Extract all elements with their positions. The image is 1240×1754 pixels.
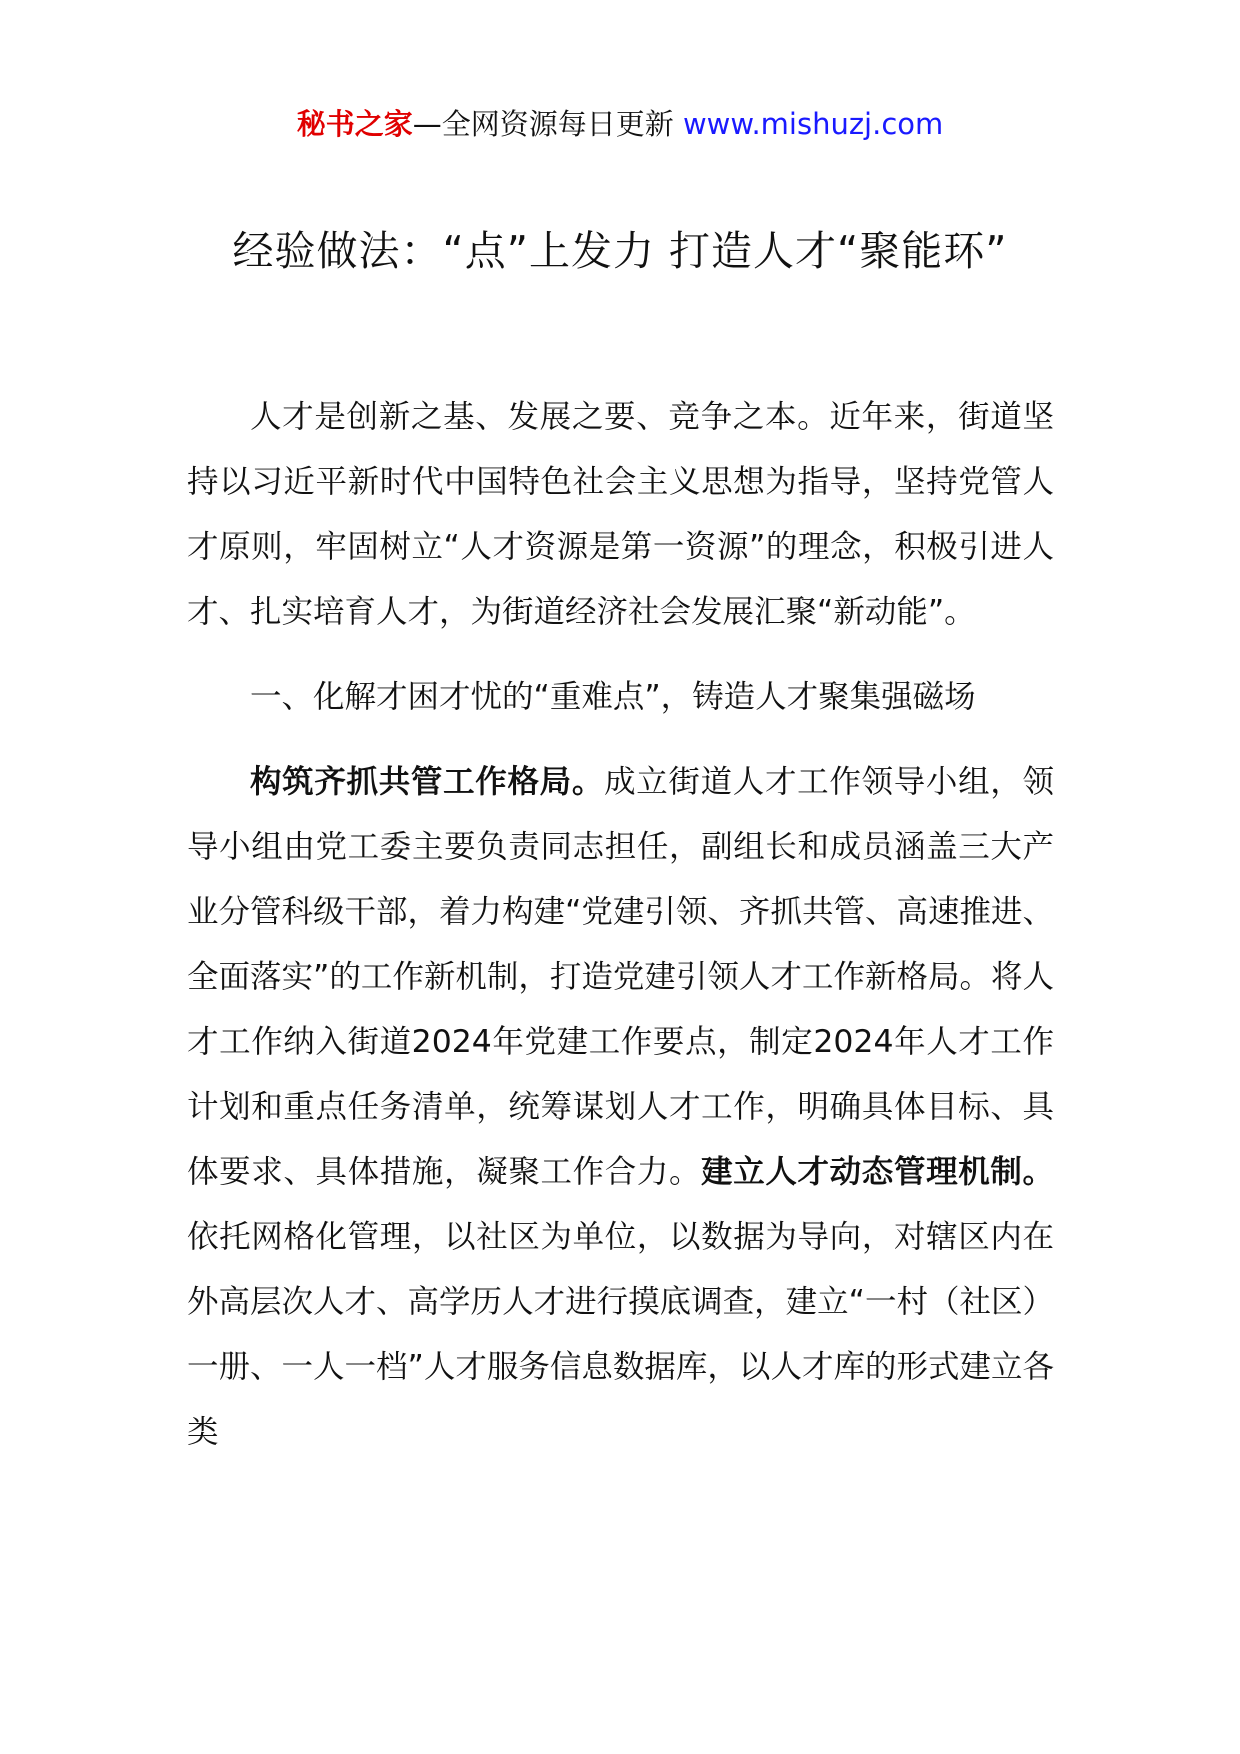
site-brand: 秘书之家 <box>296 107 413 141</box>
document-body <box>187 385 1054 1465</box>
paragraph-text: 依托网格化管理，以社区为单位，以数据为导向，对辖区内在外高层次人才、高学历人才进行摸底调查，建立“一村（社区）一册、一人一档”人才服务信息数据库，以人才库的形式建立各类 <box>187 1219 1054 1450</box>
paragraph-text: 成立街道人才工作领导小组，领导小组由党工委主要负责同志担任，副组长和成员涵盖三大产业分管科级干部，着力构建“党建引领、齐抓共管、高速推进、全面落实”的工作新机制，打造党建引领人才工作新格局。将人才工作纳入街道2024年党建工作要点，制定2024年人才工作计划和重点任务清单，统筹谋划人才工作，明确具体目标、具体要求、具体措施，凝聚工作合力。 <box>187 764 1054 1190</box>
bold-lead-phrase: 建立人才动态管理机制。 <box>701 1154 1054 1190</box>
intro-paragraph: 人才是创新之基、发展之要、竞争之本。近年来，街道坚持以习近平新时代中国特色社会主义思想为指导，坚持党管人才原则，牢固树立“人才资源是第一资源”的理念，积极引进人才、扎实培育人才，为街道经济社会发展汇聚“新动能”。 <box>187 399 1054 630</box>
document-title: 经验做法：“点”上发力 打造人才“聚能环” <box>232 227 1008 275</box>
site-header <box>0 100 1240 148</box>
bold-lead-phrase: 构筑齐抓共管工作格局。 <box>250 764 605 800</box>
site-tagline: —全网资源每日更新 <box>412 107 683 141</box>
body-paragraph <box>187 750 1054 1465</box>
section-heading: 一、化解才困才忧的“重难点”，铸造人才聚集强磁场 <box>250 679 976 715</box>
site-url-link[interactable]: www.mishuzj.com <box>682 107 944 141</box>
